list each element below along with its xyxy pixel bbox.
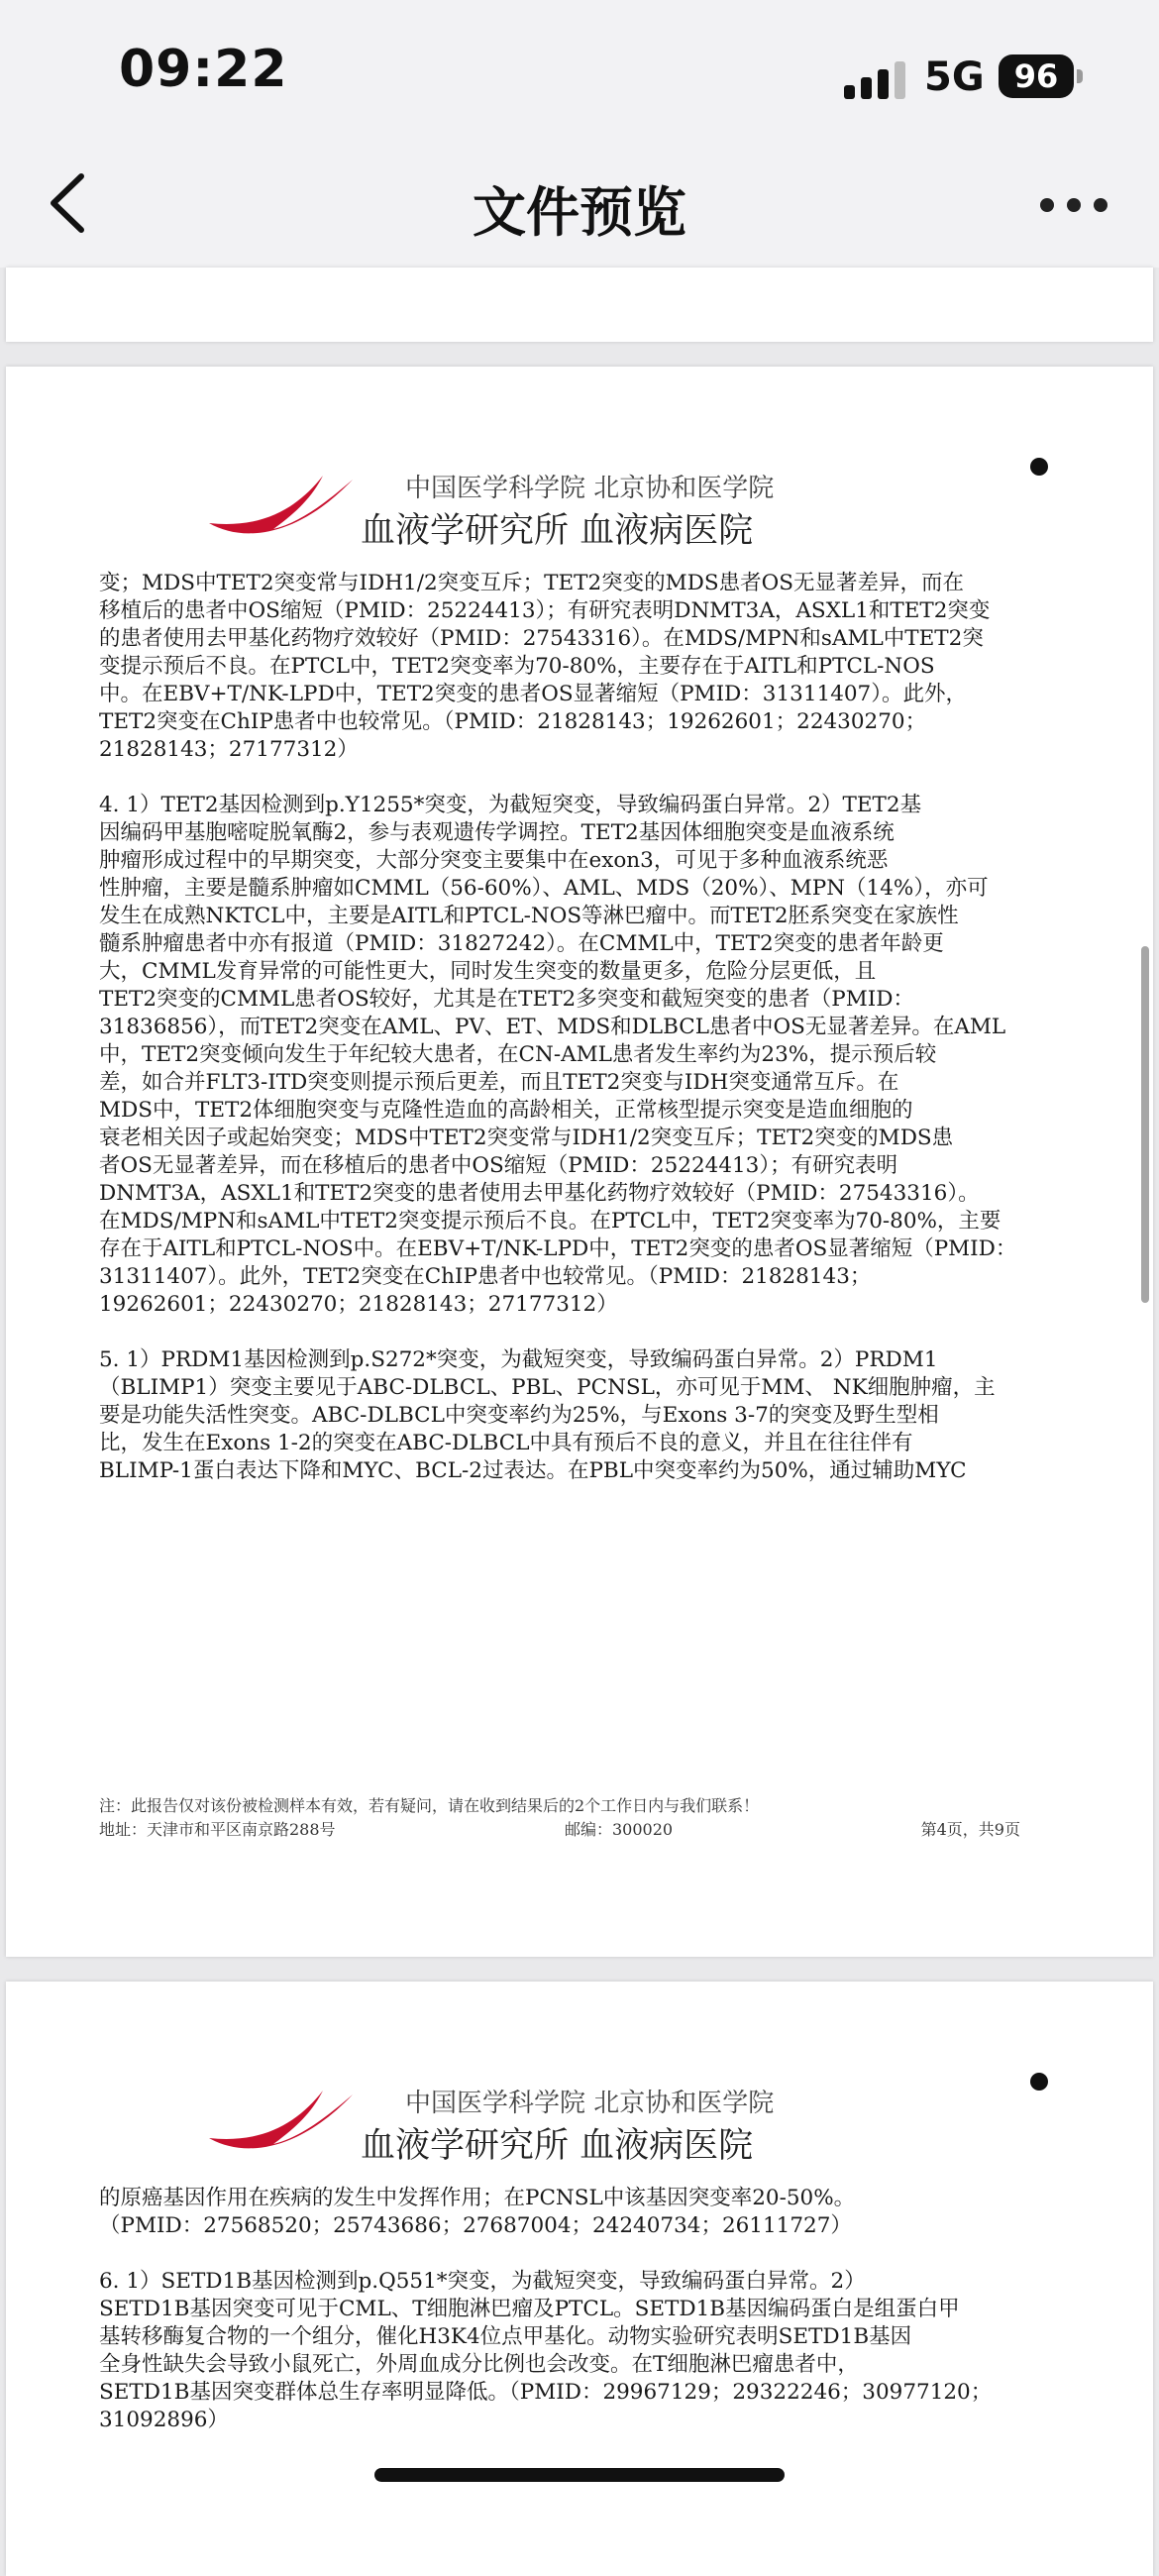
network-type: 5G [924, 54, 985, 100]
text-line: 因编码甲基胞嘧啶脱氧酶2，参与表观遗传学调控。TET2基因体细胞突变是血液系统 [99, 820, 895, 845]
text-line: TET2突变的CMML患者OS较好，尤其是在TET2多突变和截短突变的患者（PMID： [99, 987, 914, 1012]
home-indicator[interactable] [374, 2468, 785, 2482]
text-line: 变提示预后不良。在PTCL中，TET2突变率为70-80%，主要存在于AITL和PTCL-NOS [99, 654, 935, 679]
text-line: BLIMP-1蛋白表达下降和MYC、BCL-2过表达。在PBL中突变率约为50%，通过辅助MYC [99, 1458, 967, 1483]
text-line: 差，如合并FLT3-ITD突变则提示预后更差，而且TET2突变与IDH突变通常互斥。在 [99, 1070, 899, 1095]
text-line: 31092896） [99, 2408, 229, 2432]
text-line: 31311407）。此外，TET2突变在ChIP患者中也较常见。（PMID：21828143； [99, 1264, 872, 1289]
text-line: 在MDS/MPN和sAML中TET2突变提示预后不良。在PTCL中，TET2突变率为70-80%，主要 [99, 1209, 1001, 1234]
scrollbar[interactable] [1141, 946, 1149, 1303]
text-line: 中。在EBV+T/NK-LPD中，TET2突变的患者OS显著缩短（PMID：31311407）。此外， [99, 682, 967, 706]
text-line: 发生在成熟NKTCL中，主要是AITL和PTCL-NOS等淋巴瘤中。而TET2胚系突变在家族性 [99, 904, 959, 928]
text-line: （BLIMP1）突变主要见于ABC-DLBCL、PBL、PCNSL，亦可见于MM、 NK细胞肿瘤，主 [99, 1375, 996, 1400]
footer-address-row [99, 1817, 1020, 1841]
text-line: 比，发生在Exons 1-2的突变在ABC-DLBCL中具有预后不良的意义，并且在往往伴有 [99, 1431, 913, 1455]
battery-tip [1077, 69, 1083, 83]
text-line: SETD1B基因突变群体总生存率明显降低。（PMID：29967129；29322246；30977120； [99, 2380, 993, 2405]
logo-line-2: 血液学研究所 血液病医院 [361, 511, 754, 551]
text-line: 4. 1）TET2基因检测到p.Y1255*突变，为截短突变，导致编码蛋白异常。2）TET2基 [99, 793, 922, 817]
paragraph-gap [99, 1319, 1020, 1346]
text-line: 变；MDS中TET2突变常与IDH1/2突变互斥；TET2突变的MDS患者OS无显著差异，而在 [99, 571, 965, 595]
battery-icon: 96 [999, 54, 1074, 98]
page-marker-dot [1030, 458, 1048, 476]
paragraph-gap [99, 764, 1020, 792]
more-dot-icon [1067, 198, 1081, 212]
text-line: 要是功能失活性突变。ABC-DLBCL中突变率约为25%，与Exons 3-7的突变及野生型相 [99, 1403, 939, 1428]
page-4-body [99, 570, 1020, 1485]
hospital-logo [204, 2081, 779, 2170]
logo-line-2: 血液学研究所 血液病医院 [361, 2126, 754, 2166]
document-page-4 [6, 367, 1153, 1957]
text-line: 全身性缺失会导致小鼠死亡，外周血成分比例也会改变。在T细胞淋巴瘤患者中， [99, 2352, 859, 2377]
logo-line-1: 中国医学科学院 北京协和医学院 [405, 2089, 775, 2118]
text-line: 19262601；22430270；21828143；27177312） [99, 1292, 618, 1317]
footer-note: 注：此报告仅对该份被检测样本有效，若有疑问，请在收到结果后的2个工作日内与我们联系！ [99, 1796, 760, 1815]
text-line: 衰老相关因子或起始突变；MDS中TET2突变常与IDH1/2突变互斥；TET2突变的MDS患 [99, 1126, 954, 1150]
document-page-previous [6, 268, 1153, 342]
document-page-5 [6, 1982, 1153, 2576]
text-line: 存在于AITL和PTCL-NOS中。在EBV+T/NK-LPD中，TET2突变的患者OS显著缩短（PMID： [99, 1236, 1017, 1261]
text-line: （PMID：27568520；25743686；27687004；24240734；26111727） [99, 2213, 852, 2238]
page-4-footer [99, 1793, 1020, 1841]
more-dot-icon [1094, 198, 1107, 212]
more-dot-icon [1040, 198, 1054, 212]
text-line: TET2突变在ChIP患者中也较常见。（PMID：21828143；19262601；22430270； [99, 709, 927, 734]
status-time: 09:22 [119, 40, 288, 99]
footer-page-number: 第4页，共9页 [920, 1820, 1020, 1839]
text-line: 移植后的患者中OS缩短（PMID：25224413）；有研究表明DNMT3A，ASXL1和TET2突变 [99, 598, 991, 623]
text-line: 者OS无显著差异，而在移植后的患者中OS缩短（PMID：25224413）；有研究表明 [99, 1153, 898, 1178]
more-options-button[interactable] [1040, 198, 1109, 212]
text-line: 6. 1）SETD1B基因检测到p.Q551*突变，为截短突变，导致编码蛋白异常。2） [99, 2269, 866, 2294]
text-line: 中，TET2突变倾向发生于年纪较大患者，在CN-AML患者发生率约为23%，提示预后较 [99, 1042, 937, 1067]
page-5-body [99, 2185, 1020, 2434]
text-line: 的患者使用去甲基化药物疗效较好（PMID：27543316）。在MDS/MPN和sAML中TET2突 [99, 626, 984, 651]
text-line: 的原癌基因作用在疾病的发生中发挥作用；在PCNSL中该基因突变率20-50%。 [99, 2186, 856, 2210]
text-line: 5. 1）PRDM1基因检测到p.S272*突变，为截短突变，导致编码蛋白异常。2）PRDM1 [99, 1347, 938, 1372]
hospital-logo-mark-icon [204, 2087, 363, 2166]
text-line: DNMT3A，ASXL1和TET2突变的患者使用去甲基化药物疗效较好（PMID：27543316）。 [99, 1181, 980, 1206]
text-line: 肿瘤形成过程中的早期突变，大部分突变主要集中在exon3，可见于多种血液系统恶 [99, 848, 889, 873]
page-marker-dot [1030, 2073, 1048, 2091]
cellular-signal-icon [844, 61, 907, 99]
top-bar [0, 0, 1159, 268]
text-line: 21828143；27177312） [99, 737, 359, 762]
text-line: 大，CMML发育异常的可能性更大，同时发生突变的数量更多，危险分层更低，且 [99, 959, 877, 984]
text-line: 性肿瘤，主要是髓系肿瘤如CMML（56-60%）、AML、MDS（20%）、MPN（14%），亦可 [99, 876, 989, 901]
hospital-logo [204, 466, 779, 555]
text-line: 31836856），而TET2突变在AML、PV、ET、MDS和DLBCL患者中OS无显著差异。在AML [99, 1015, 1006, 1039]
footer-postcode: 邮编：300020 [565, 1820, 674, 1839]
text-line: 基转移酶复合物的一个组分，催化H3K4位点甲基化。动物实验研究表明SETD1B基因 [99, 2324, 912, 2349]
page-title: 文件预览 [473, 181, 686, 244]
footer-address: 地址：天津市和平区南京路288号 [99, 1820, 336, 1839]
text-line: 髓系肿瘤患者中亦有报道（PMID：31827242）。在CMML中，TET2突变的患者年龄更 [99, 931, 944, 956]
hospital-logo-mark-icon [204, 472, 363, 551]
paragraph-gap [99, 2240, 1020, 2268]
text-line: MDS中，TET2体细胞突变与克隆性造血的高龄相关，正常核型提示突变是造血细胞的 [99, 1098, 913, 1123]
logo-line-1: 中国医学科学院 北京协和医学院 [405, 474, 775, 503]
text-line: SETD1B基因突变可见于CML、T细胞淋巴瘤及PTCL。SETD1B基因编码蛋白是组蛋白甲 [99, 2297, 960, 2321]
